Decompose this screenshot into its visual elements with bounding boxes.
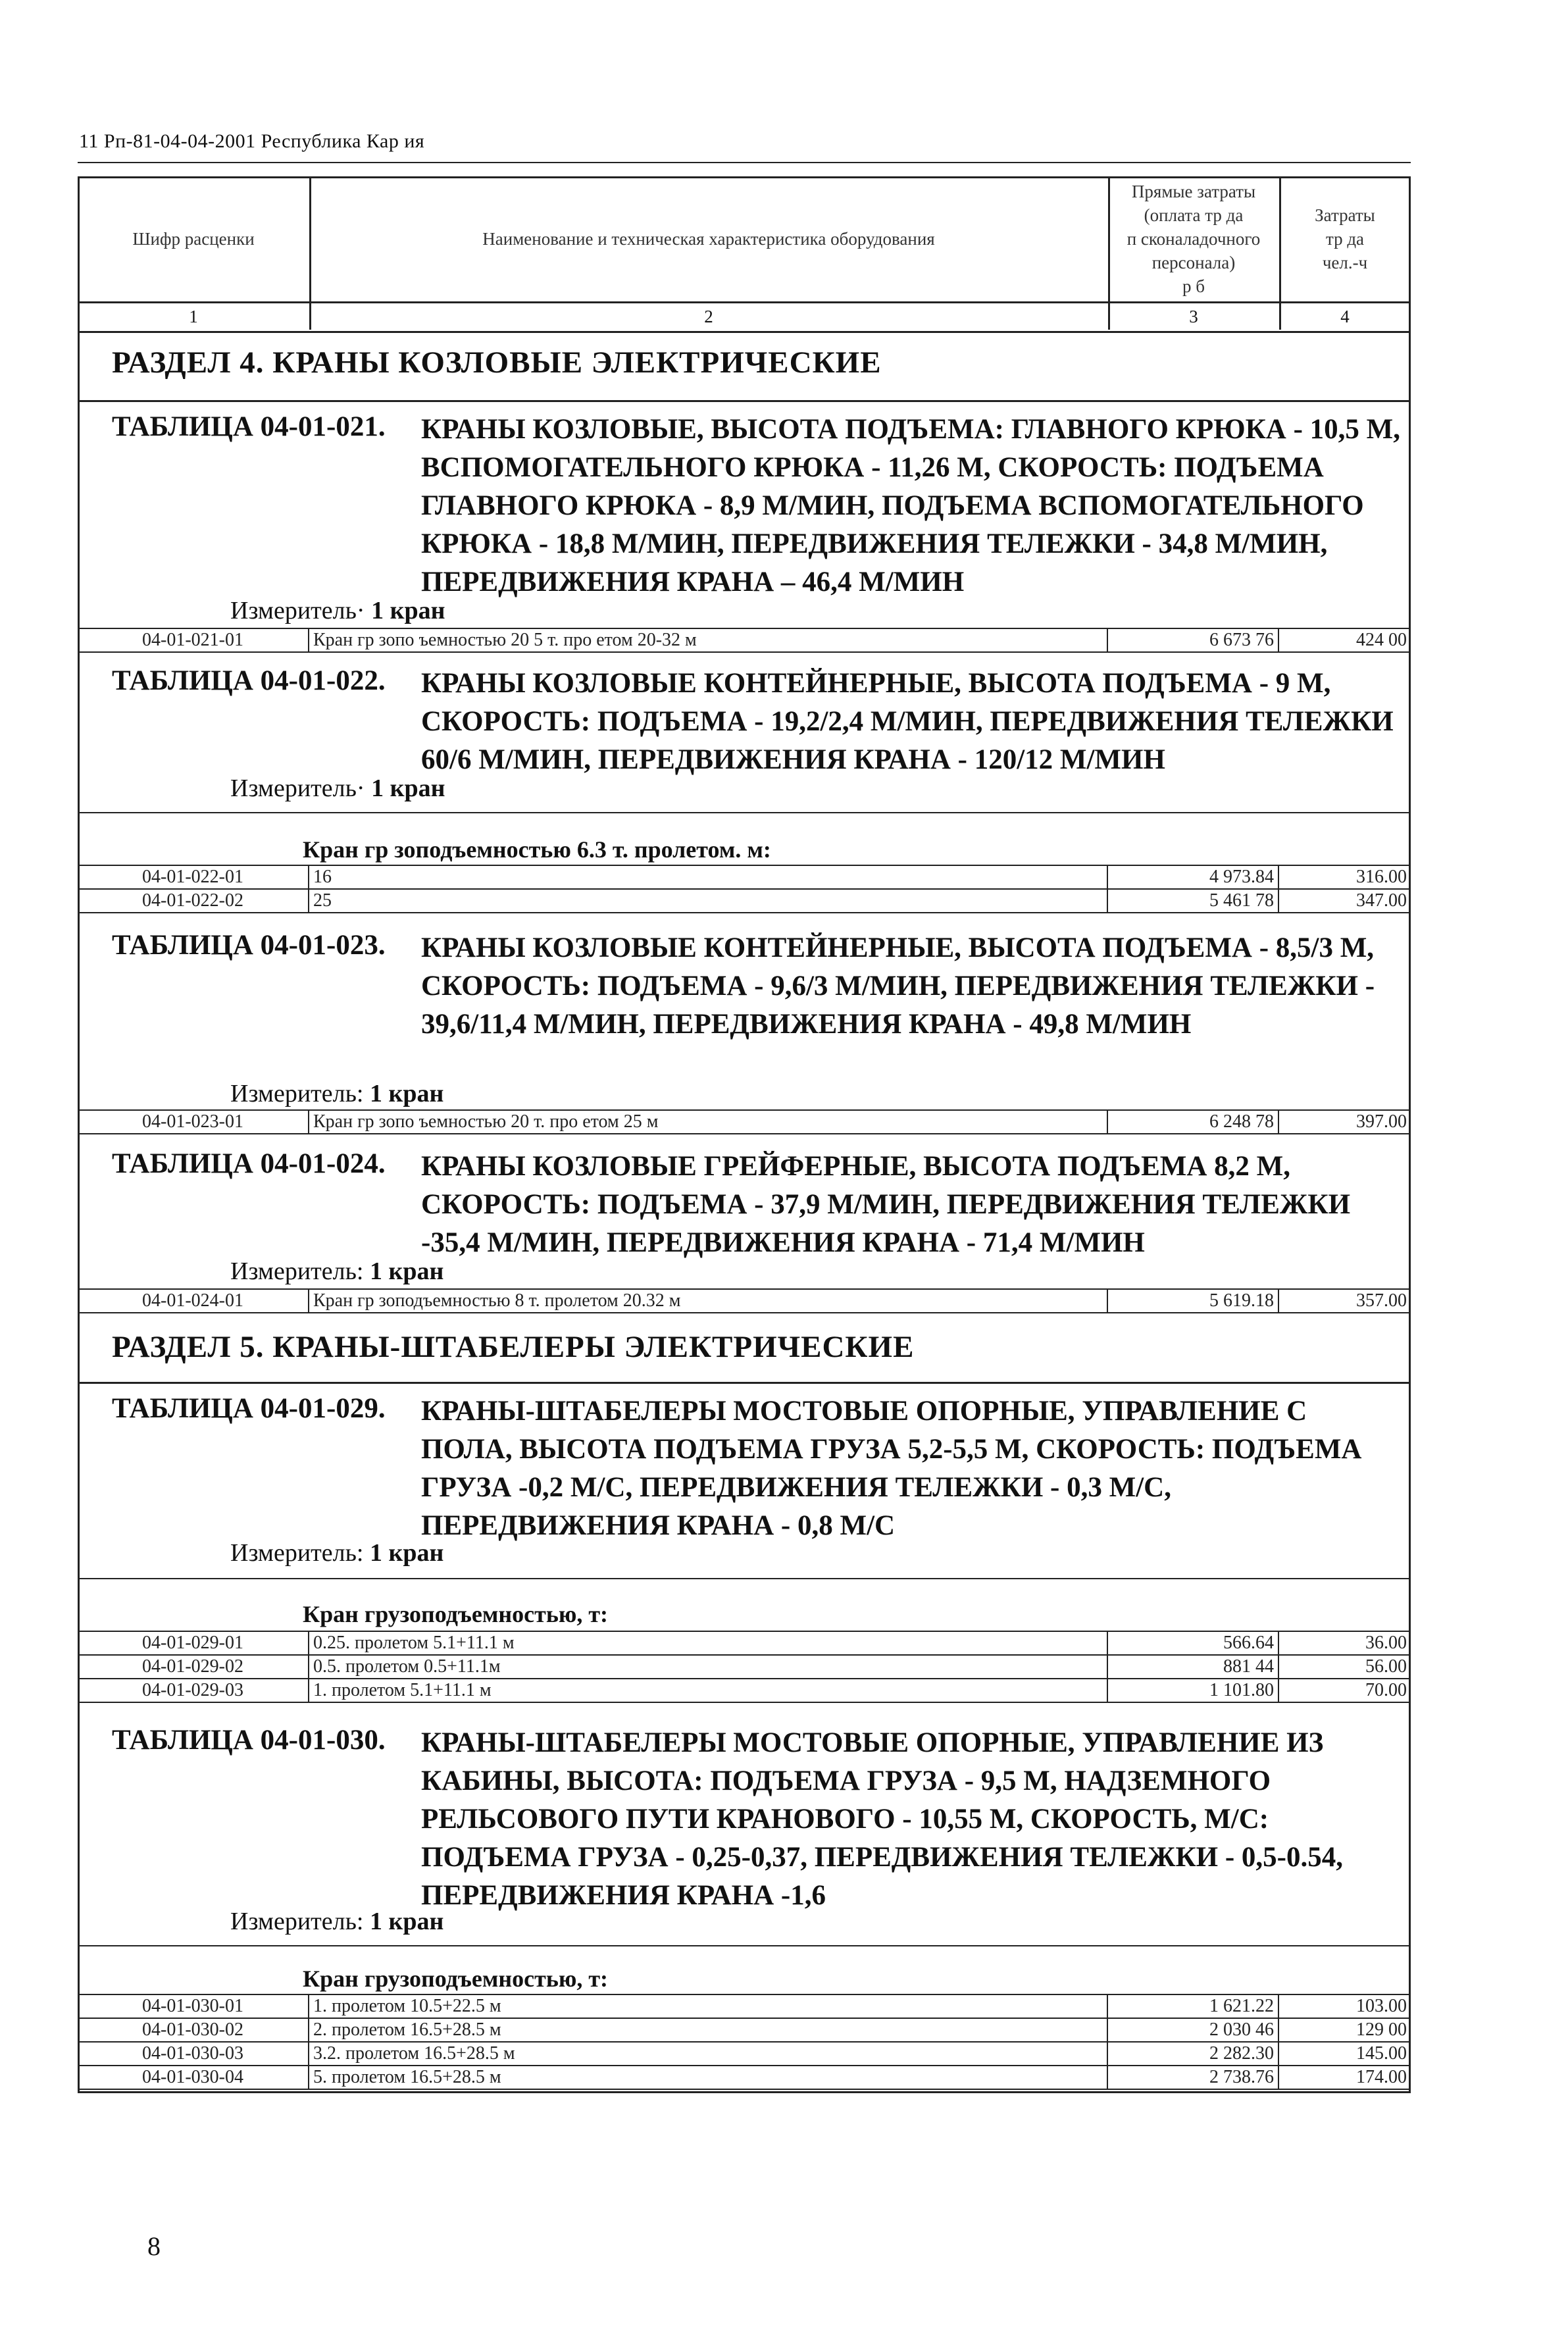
- row-cost: 881 44: [1108, 1656, 1279, 1678]
- table-row: [78, 1994, 1411, 2019]
- table-029-meter: [230, 1538, 443, 1567]
- row-labor: 347.00: [1356, 890, 1407, 911]
- table-024-meter: [230, 1257, 443, 1286]
- row-labor: 70.00: [1365, 1680, 1407, 1700]
- table-row: [78, 1654, 1411, 1679]
- col-cost-header-l2: (оплата тр да: [1144, 205, 1244, 225]
- row-cost: 4 973.84: [1108, 866, 1279, 888]
- row-cost: 1 101.80: [1108, 1679, 1279, 1702]
- col-labor-header-l3: чел.-ч: [1322, 253, 1368, 272]
- row-code: 04-01-030-03: [78, 2043, 309, 2065]
- table-030-meter: [230, 1907, 443, 1936]
- row-name: Кран гр зопо ъемностью 20 т. про етом 25 м: [309, 1111, 1108, 1133]
- row-name: Кран гр зопо ъемностью 20 5 т. про етом 20-32 м: [309, 629, 1108, 651]
- col-labor-header: [1279, 176, 1411, 301]
- row-code: 04-01-029-03: [78, 1679, 309, 1702]
- table-030-meter-label: Измеритель:: [230, 1908, 364, 1935]
- table-022-rule: [78, 812, 1411, 813]
- table-row: [78, 1109, 1411, 1134]
- col-labor-header-l2: тр да: [1325, 229, 1365, 249]
- col-num-2: 2: [309, 303, 1110, 330]
- table-030-meter-value: 1 кран: [370, 1908, 444, 1935]
- table-023-label: ТАБЛИЦА 04-01-023.: [112, 930, 386, 961]
- table-030-label: ТАБЛИЦА 04-01-030.: [112, 1725, 386, 1756]
- row-code: 04-01-029-02: [78, 1656, 309, 1678]
- row-labor: 129 00: [1356, 2019, 1407, 2040]
- table-024-meter-value: 1 кран: [370, 1257, 444, 1285]
- table-021-label: ТАБЛИЦА 04-01-021.: [112, 411, 386, 442]
- table-row: [78, 1678, 1411, 1703]
- col-name-header-text: Наименование и техническая характеристика оборудования: [482, 229, 935, 249]
- table-row: [78, 628, 1411, 653]
- table-029-meter-label: Измеритель:: [230, 1539, 364, 1567]
- col-cost-header-l3: п сконаладочного: [1126, 229, 1261, 249]
- table-row: [78, 2065, 1411, 2090]
- table-021-description: КРАНЫ КОЗЛОВЫЕ, ВЫСОТА ПОДЪЕМА: ГЛАВНОГО КРЮКА - 10,5 М, ВСПОМОГАТЕЛЬНОГО КРЮКА - 11,26 М, СКОРОСТЬ: ПОДЪЕМА ГЛАВНОГО КРЮКА - 8,9 М/МИН, ПОДЪЕМА ВСПОМОГАТЕЛЬНОГО КРЮКА - 18,8 М/МИН, ПЕРЕДВИЖЕНИЯ ТЕЛЕЖКИ - 34,8 М/МИН, ПЕРЕДВИЖЕНИЯ КРАНА – 46,4 М/МИН: [421, 414, 1400, 597]
- col-cost-header: [1108, 176, 1281, 301]
- row-code: 04-01-023-01: [78, 1111, 309, 1133]
- row-name: 2. пролетом 16.5+28.5 м: [309, 2019, 1108, 2041]
- table-row: [78, 2018, 1411, 2043]
- table-row: [78, 1631, 1411, 1656]
- table-022-meter-label: Измеритель·: [230, 774, 365, 802]
- row-code: 04-01-030-01: [78, 1995, 309, 2018]
- table-029-meter-value: 1 кран: [370, 1539, 444, 1567]
- table-bottom-border: [78, 2091, 1411, 2093]
- table-021-meter: [230, 596, 445, 625]
- col-num-4: 4: [1340, 306, 1350, 326]
- row-code: 04-01-021-01: [78, 629, 309, 651]
- table-022-label: ТАБЛИЦА 04-01-022.: [112, 665, 386, 696]
- row-cost: 5 461 78: [1108, 890, 1279, 912]
- row-name: 5. пролетом 16.5+28.5 м: [309, 2066, 1108, 2089]
- row-code: 04-01-029-01: [78, 1632, 309, 1654]
- table-022-meter-value: 1 кран: [371, 774, 445, 802]
- row-labor: 174.00: [1356, 2067, 1407, 2087]
- col-labor-header-l1: Затраты: [1315, 205, 1375, 225]
- row-labor: 103.00: [1356, 1996, 1407, 2016]
- column-numbers: [78, 301, 1411, 333]
- table-021-meter-label: Измеритель·: [230, 597, 365, 624]
- row-labor: 56.00: [1365, 1656, 1407, 1677]
- table-030-description: КРАНЫ-ШТАБЕЛЕРЫ МОСТОВЫЕ ОПОРНЫЕ, УПРАВЛЕНИЕ ИЗ КАБИНЫ, ВЫСОТА: ПОДЪЕМА ГРУЗА - 9,5 М, НАДЗЕМНОГО РЕЛЬСОВОГО ПУТИ КРАНОВОГО - 10,55 М, СКОРОСТЬ, М/С: ПОДЪЕМА ГРУЗА - 0,25-0,37, ПЕРЕДВИЖЕНИЯ ТЕЛЕЖКИ - 0,5-0.54, ПЕРЕДВИЖЕНИЯ КРАНА -1,6: [421, 1727, 1343, 1911]
- table-029-rule: [78, 1578, 1411, 1579]
- section-5-title: РАЗДЕЛ 5. КРАНЫ-ШТАБЕЛЕРЫ ЭЛЕКТРИЧЕСКИЕ: [112, 1330, 915, 1364]
- table-024-description: КРАНЫ КОЗЛОВЫЕ ГРЕЙФЕРНЫЕ, ВЫСОТА ПОДЪЕМА 8,2 М, СКОРОСТЬ: ПОДЪЕМА - 37,9 М/МИН, ПЕРЕДВИЖЕНИЯ ТЕЛЕЖКИ -35,4 М/МИН, ПЕРЕДВИЖЕНИЯ КРАНА - 71,4 М/МИН: [421, 1151, 1351, 1258]
- row-cost: 566.64: [1108, 1632, 1279, 1654]
- row-name: Кран гр зоподъемностью 8 т. пролетом 20.32 м: [309, 1290, 1108, 1312]
- row-name: 0.25. пролетом 5.1+11.1 м: [309, 1632, 1108, 1654]
- table-024-meter-label: Измеритель:: [230, 1257, 364, 1285]
- table-030-rule: [78, 1945, 1411, 1946]
- table-024-label: ТАБЛИЦА 04-01-024.: [112, 1148, 386, 1179]
- table-023-meter: [230, 1079, 443, 1108]
- row-name: 3.2. пролетом 16.5+28.5 м: [309, 2043, 1108, 2065]
- row-cost: 2 030 46: [1108, 2019, 1279, 2041]
- row-cost: 2 282.30: [1108, 2043, 1279, 2065]
- row-cost: 5 619.18: [1108, 1290, 1279, 1312]
- header-rule: [78, 162, 1411, 163]
- row-name: 0.5. пролетом 0.5+11.1м: [309, 1656, 1108, 1678]
- table-029-description: КРАНЫ-ШТАБЕЛЕРЫ МОСТОВЫЕ ОПОРНЫЕ, УПРАВЛЕНИЕ С ПОЛА, ВЫСОТА ПОДЪЕМА ГРУЗА 5,2-5,5 М, СКОРОСТЬ: ПОДЪЕМА ГРУЗА -0,2 М/С, ПЕРЕДВИЖЕНИЯ ТЕЛЕЖКИ - 0,3 М/С, ПЕРЕДВИЖЕНИЯ КРАНА - 0,8 М/С: [421, 1396, 1362, 1541]
- section-4-title: РАЗДЕЛ 4. КРАНЫ КОЗЛОВЫЕ ЭЛЕКТРИЧЕСКИЕ: [112, 345, 882, 380]
- row-labor: 145.00: [1356, 2043, 1407, 2064]
- row-name: 1. пролетом 5.1+11.1 м: [309, 1679, 1108, 1702]
- table-023-description: КРАНЫ КОЗЛОВЫЕ КОНТЕЙНЕРНЫЕ, ВЫСОТА ПОДЪЕМА - 8,5/3 М, СКОРОСТЬ: ПОДЪЕМА - 9,6/3 М/МИН, ПЕРЕДВИЖЕНИЯ ТЕЛЕЖКИ - 39,6/11,4 М/МИН, ПЕРЕДВИЖЕНИЯ КРАНА - 49,8 М/МИН: [421, 932, 1375, 1040]
- table-023-meter-label: Измеритель:: [230, 1080, 364, 1107]
- col-code-header: [78, 176, 311, 301]
- col-cost-header-l4: персонала): [1151, 253, 1236, 272]
- table-029-label: ТАБЛИЦА 04-01-029.: [112, 1393, 386, 1424]
- table-022-subhead: Кран гр зоподъемностью 6.3 т. пролетом. м:: [303, 836, 771, 863]
- section-4-rule: [78, 400, 1411, 402]
- col-num-1: 1: [78, 303, 311, 330]
- row-name: 16: [309, 866, 1108, 888]
- table-row: [78, 865, 1411, 890]
- table-row: [78, 1288, 1411, 1313]
- row-labor: 316.00: [1356, 867, 1407, 887]
- row-cost: 6 248 78: [1108, 1111, 1279, 1133]
- row-name: 1. пролетом 10.5+22.5 м: [309, 1995, 1108, 2018]
- row-code: 04-01-030-04: [78, 2066, 309, 2089]
- table-022-description: КРАНЫ КОЗЛОВЫЕ КОНТЕЙНЕРНЫЕ, ВЫСОТА ПОДЪЕМА - 9 М, СКОРОСТЬ: ПОДЪЕМА - 19,2/2,4 М/МИН, ПЕРЕДВИЖЕНИЯ ТЕЛЕЖКИ 60/6 М/МИН, ПЕРЕДВИЖЕНИЯ КРАНА - 120/12 М/МИН: [421, 668, 1394, 775]
- row-code: 04-01-024-01: [78, 1290, 309, 1312]
- section-5-rule: [78, 1382, 1411, 1384]
- table-021-meter-value: 1 кран: [371, 597, 445, 624]
- row-code: 04-01-022-02: [78, 890, 309, 912]
- col-name-header: [309, 176, 1110, 301]
- page-number: 8: [147, 2231, 161, 2261]
- row-name: 25: [309, 890, 1108, 912]
- row-labor: 397.00: [1356, 1111, 1407, 1132]
- table-030-subhead: Кран грузоподъемностью, т:: [303, 1966, 609, 1992]
- running-header: 11 Рп-81-04-04-2001 Республика Кар ия: [79, 130, 425, 152]
- table-row: [78, 2041, 1411, 2066]
- row-labor: 424 00: [1356, 630, 1407, 650]
- table-row: [78, 888, 1411, 913]
- table-023-meter-value: 1 кран: [370, 1080, 444, 1107]
- col-num-3: 3: [1108, 303, 1281, 330]
- row-cost: 1 621.22: [1108, 1995, 1279, 2018]
- table-029-subhead: Кран грузоподъемностью, т:: [303, 1601, 609, 1627]
- table-022-meter: [230, 774, 445, 803]
- row-cost: 6 673 76: [1108, 629, 1279, 651]
- row-code: 04-01-022-01: [78, 866, 309, 888]
- col-code-header-text: Шифр расценки: [132, 229, 255, 249]
- col-cost-header-l5: р б: [1182, 276, 1205, 296]
- row-labor: 36.00: [1365, 1633, 1407, 1653]
- row-code: 04-01-030-02: [78, 2019, 309, 2041]
- row-cost: 2 738.76: [1108, 2066, 1279, 2089]
- row-labor: 357.00: [1356, 1290, 1407, 1311]
- col-cost-header-l1: Прямые затраты: [1131, 182, 1256, 201]
